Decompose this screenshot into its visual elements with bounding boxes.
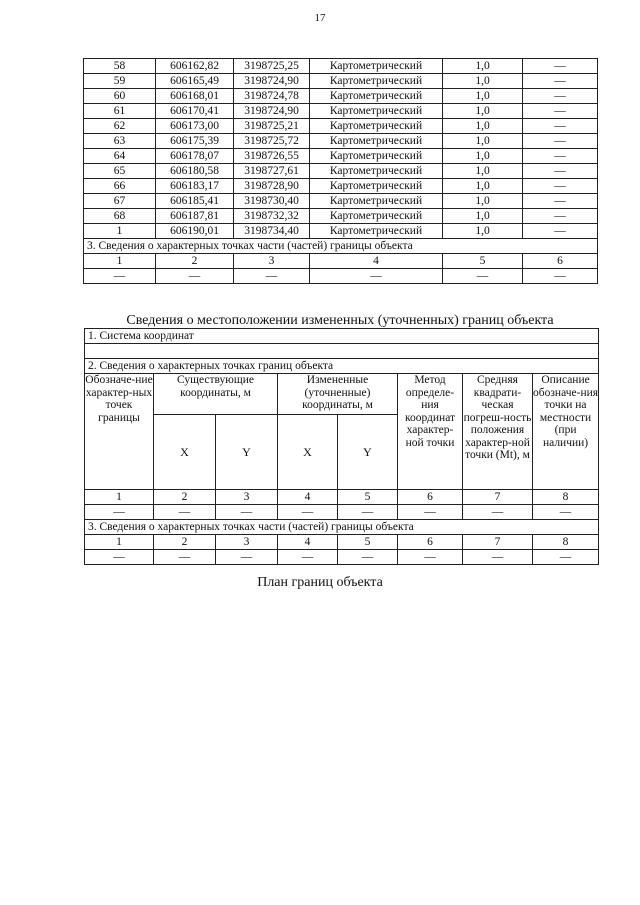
table-cell: — [216, 505, 278, 520]
header-designation: Обозначе-ние характер-ных точек границы [85, 374, 154, 490]
table-cell: 4 [278, 535, 338, 550]
table-cell: 3198727,61 [234, 164, 310, 179]
table-cell: 64 [84, 149, 156, 164]
table-row [84, 119, 598, 134]
table-cell: 3 [234, 254, 310, 269]
table-cell: 1,0 [443, 59, 523, 74]
table-cell: — [533, 505, 599, 520]
table-cell: — [463, 550, 533, 565]
table-row [84, 194, 598, 209]
table-cell: 3198732,32 [234, 209, 310, 224]
table-cell: 7 [463, 490, 533, 505]
table-cell: 1,0 [443, 149, 523, 164]
table-cell: — [523, 119, 598, 134]
table-cell: 4 [278, 490, 338, 505]
table-row [84, 179, 598, 194]
table-cell: — [523, 179, 598, 194]
table-cell: 606190,01 [156, 224, 234, 239]
table-cell: 1,0 [443, 119, 523, 134]
table-cell: 1 [84, 254, 156, 269]
table-cell: 63 [84, 134, 156, 149]
section-heading: Сведения о местоположении измененных (уточненных) границ объекта [126, 313, 554, 328]
table-cell: 1,0 [443, 74, 523, 89]
table-cell: Картометрический [310, 209, 443, 224]
table-cell: 606175,39 [156, 134, 234, 149]
table-row [84, 104, 598, 119]
table-cell: — [234, 269, 310, 284]
section2-title: 2. Сведения о характерных точках границ объекта [85, 359, 599, 374]
table-cell: — [310, 269, 443, 284]
table-cell: — [523, 209, 598, 224]
table-cell: 5 [338, 535, 398, 550]
table-cell: — [463, 505, 533, 520]
table-cell: 3198726,55 [234, 149, 310, 164]
table-cell: Картометрический [310, 104, 443, 119]
table-cell: Картометрический [310, 89, 443, 104]
table-cell: 606170,41 [156, 104, 234, 119]
header-description: Описание обозначе-ния точки на местности (при наличии) [533, 374, 599, 490]
table-cell: 1,0 [443, 194, 523, 209]
plan-heading: План границ объекта [257, 575, 383, 590]
table-cell: 606165,49 [156, 74, 234, 89]
table-cell: 2 [154, 535, 216, 550]
table-cell: — [523, 164, 598, 179]
table-cell: 2 [154, 490, 216, 505]
table-cell: 1 [84, 224, 156, 239]
table-cell: 1 [85, 490, 154, 505]
table-cell: 68 [84, 209, 156, 224]
table-cell: 1,0 [443, 209, 523, 224]
table-cell: 1,0 [443, 224, 523, 239]
table-row [84, 269, 598, 284]
table-cell: 606185,41 [156, 194, 234, 209]
table-cell: 1,0 [443, 104, 523, 119]
table-cell: Картометрический [310, 119, 443, 134]
table-cell: 6 [523, 254, 598, 269]
table-cell: 606178,07 [156, 149, 234, 164]
table-cell: — [216, 550, 278, 565]
table-cell: — [523, 149, 598, 164]
table-cell: Картометрический [310, 59, 443, 74]
table-cell: 58 [84, 59, 156, 74]
points-table [83, 58, 598, 284]
table-cell: 61 [84, 104, 156, 119]
table-row [84, 134, 598, 149]
table-cell: 3198724,78 [234, 89, 310, 104]
table-cell: 8 [533, 490, 599, 505]
table-cell: 3 [216, 490, 278, 505]
table-cell: 606173,00 [156, 119, 234, 134]
table-cell: Картометрический [310, 74, 443, 89]
empty-row [85, 344, 599, 359]
table-cell: — [85, 505, 154, 520]
table-row [85, 490, 599, 505]
table-cell: 1 [85, 535, 154, 550]
table-cell: — [85, 550, 154, 565]
coord-system-row: 1. Система координат [85, 329, 599, 344]
table-cell: — [523, 74, 598, 89]
table-cell: 62 [84, 119, 156, 134]
table-cell: 67 [84, 194, 156, 209]
table-cell: — [398, 550, 463, 565]
table-cell: — [156, 269, 234, 284]
table-cell: — [84, 269, 156, 284]
table-cell: — [523, 194, 598, 209]
table-row [84, 59, 598, 74]
table-cell: — [278, 550, 338, 565]
table-cell: 3198725,21 [234, 119, 310, 134]
table-cell: — [338, 505, 398, 520]
table-cell: 3 [216, 535, 278, 550]
table-cell: 3198724,90 [234, 74, 310, 89]
table-cell: Картометрический [310, 149, 443, 164]
header-x-changed: X [278, 415, 338, 490]
table-cell: 606162,82 [156, 59, 234, 74]
section3-title: 3. Сведения о характерных точках части (частей) границы объекта [84, 239, 598, 254]
table-cell: — [533, 550, 599, 565]
table-cell: 4 [310, 254, 443, 269]
table-row [84, 74, 598, 89]
section3-title: 3. Сведения о характерных точках части (частей) границы объекта [85, 520, 599, 535]
table-cell: — [523, 59, 598, 74]
table-row [84, 164, 598, 179]
table-row [84, 209, 598, 224]
table-row [84, 224, 598, 239]
table-cell: 7 [463, 535, 533, 550]
table-cell: 60 [84, 89, 156, 104]
table-cell: 606187,81 [156, 209, 234, 224]
table-cell: 3198730,40 [234, 194, 310, 209]
table-cell: — [154, 505, 216, 520]
table-cell: 3198724,90 [234, 104, 310, 119]
table-cell: 606183,17 [156, 179, 234, 194]
table-row [85, 505, 599, 520]
header-x-existing: X [154, 415, 216, 490]
table-cell: 3198725,25 [234, 59, 310, 74]
table-cell: Картометрический [310, 224, 443, 239]
table-cell: 606180,58 [156, 164, 234, 179]
table-cell: — [443, 269, 523, 284]
table-cell: — [523, 134, 598, 149]
table-cell: 1,0 [443, 179, 523, 194]
table-cell: 3198734,40 [234, 224, 310, 239]
table-cell: — [278, 505, 338, 520]
table-row [84, 89, 598, 104]
table-cell: 66 [84, 179, 156, 194]
header-y-existing: Y [216, 415, 278, 490]
table-cell: 59 [84, 74, 156, 89]
table-cell: — [523, 89, 598, 104]
table-cell: — [523, 104, 598, 119]
table-cell: — [523, 224, 598, 239]
header-y-changed: Y [338, 415, 398, 490]
table-cell: 65 [84, 164, 156, 179]
table-cell: 606168,01 [156, 89, 234, 104]
table-cell: 5 [443, 254, 523, 269]
changed-boundaries-table [84, 328, 599, 565]
table-row [84, 254, 598, 269]
table-cell: 1,0 [443, 134, 523, 149]
table-cell: 5 [338, 490, 398, 505]
table-cell: 6 [398, 490, 463, 505]
table-cell: — [398, 505, 463, 520]
header-existing: Существующие координаты, м [154, 374, 278, 415]
table-cell: 1,0 [443, 164, 523, 179]
table-cell: Картометрический [310, 164, 443, 179]
table-row [85, 535, 599, 550]
header-error: Средняя квадрати-ческая погреш-ность положения характер-ной точки (Mt), м [463, 374, 533, 490]
table-cell: 6 [398, 535, 463, 550]
table-cell: 3198728,90 [234, 179, 310, 194]
table-row [84, 149, 598, 164]
table-cell: — [154, 550, 216, 565]
table-cell: — [338, 550, 398, 565]
table-cell: Картометрический [310, 134, 443, 149]
header-method: Метод определе-ния координат характер-ной точки [398, 374, 463, 490]
table-cell: 2 [156, 254, 234, 269]
page-number: 17 [314, 12, 326, 24]
table-row [85, 550, 599, 565]
table-cell: — [523, 269, 598, 284]
header-changed: Измененные (уточненные) координаты, м [278, 374, 398, 415]
table-cell: 8 [533, 535, 599, 550]
table-cell: 1,0 [443, 89, 523, 104]
table-cell: Картометрический [310, 194, 443, 209]
table-cell: 3198725,72 [234, 134, 310, 149]
table-cell: Картометрический [310, 179, 443, 194]
